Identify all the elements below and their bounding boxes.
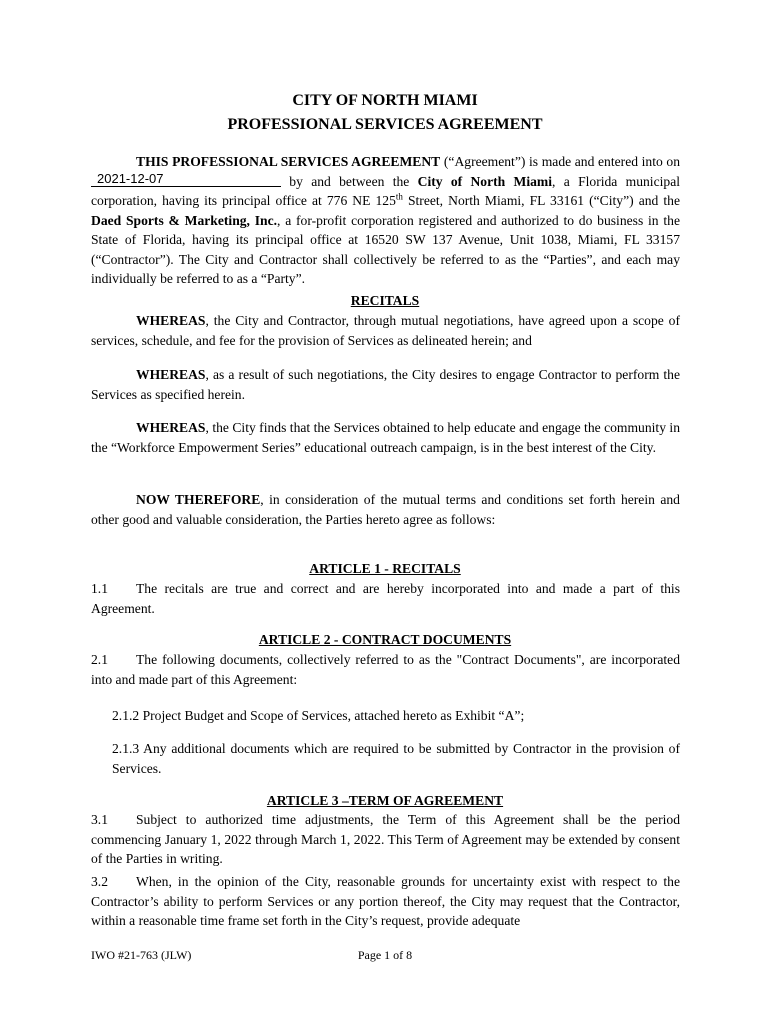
contractor-name: Daed Sports & Marketing, Inc. [91,212,278,228]
now-therefore-paragraph [91,490,680,529]
recital-text: , in consideration of the mutual terms and conditions set forth herein and other good and valuable consideration, the Parties hereto agree as follows: [91,492,680,527]
subclause-2-1-2: 2.1.2 Project Budget and Scope of Services, attached hereto as Exhibit “A”; [112,708,525,723]
recital-lead: WHEREAS [136,420,206,435]
clause-text: The recitals are true and correct and are hereby incorporated into and made a part of this Agreement. [91,581,680,616]
intro-text-d: Street, North Miami, FL 33161 (“City”) and the [402,193,680,208]
clause-text: The following documents, collectively referred to as the "Contract Documents", are incorporated into and made part of this Agreement: [91,652,680,687]
agreement-name: THIS PROFESSIONAL SERVICES AGREEMENT [136,154,441,169]
clause-number: 1.1 [91,581,108,596]
recitals-heading: RECITALS [350,293,420,308]
agreement-date-field[interactable]: 2021-12-07 [91,172,281,187]
recital-paragraph [91,365,680,404]
recital-lead: WHEREAS [136,313,206,328]
clause-number: 3.2 [91,874,108,889]
city-name: City of North Miami [417,173,553,189]
intro-text-b: by and between the [281,173,418,189]
recital-text: , the City finds that the Services obtained to help educate and engage the community in the “Workforce Empowerment Series” educational outreach campaign, is in the best interest of the City. [91,420,680,455]
clause-number: 2.1 [91,652,108,667]
article1-heading: ARTICLE 1 - RECITALS [309,561,461,576]
clause-text: Subject to authorized time adjustments, the Term of this Agreement shall be the period commencing January 1, 2022 through March 1, 2022. This Term of Agreement may be extended by consent of the Parties in writing. [91,812,680,866]
recital-paragraph [91,311,680,350]
recital-text: , the City and Contractor, through mutual negotiations, have agreed upon a scope of services, schedule, and fee for the provision of Services as delineated herein; and [91,313,680,348]
clause-text: When, in the opinion of the City, reasonable grounds for uncertainty exist with respect to the Contractor’s ability to perform Services or any portion thereof, the City may request that the Contractor, within a reasonable time frame set forth in the City’s request, provide adequate [91,874,680,928]
intro-text-c: , a Florida municipal corporation, having its principal office at 776 NE 125 [91,173,680,208]
recital-paragraph [91,418,680,457]
document-id: IWO #21-763 (JLW) [91,948,192,962]
page-number: Page 1 of 8 [357,948,413,962]
clause-number: 3.1 [91,812,108,827]
document-title-line2: PROFESSIONAL SERVICES AGREEMENT [227,116,543,133]
clause-2-1 [91,650,680,689]
recital-text: , as a result of such negotiations, the City desires to engage Contractor to perform the Services as specified herein. [91,367,680,402]
clause-3-1 [91,810,680,869]
clause-3-2 [91,872,680,931]
article3-heading: ARTICLE 3 –TERM OF AGREEMENT [266,793,504,808]
clause-1-1 [91,579,680,618]
recital-lead: WHEREAS [136,367,206,382]
ordinal-suffix: th [395,191,403,202]
intro-paragraph [91,152,680,289]
intro-text-a: (“Agreement”) is made and entered into on [440,154,681,169]
article2-heading: ARTICLE 2 - CONTRACT DOCUMENTS [258,632,512,647]
intro-text-e: , a for-profit corporation registered and authorized to do business in the State of Florida, having its principal office at 16520 SW 137 Avenue, Unit 1038, Miami, FL 33157 (“Contractor”). The City and Contractor shall collectively be referred to as the “Parties”, and each may individually be referred to as a “Party”. [91,212,680,286]
recital-lead: NOW THEREFORE [136,492,261,507]
subclause-2-1-3: 2.1.3 Any additional documents which are required to be submitted by Contractor in the provision of Services. [112,741,680,776]
document-title-line1: CITY OF NORTH MIAMI [292,92,478,109]
